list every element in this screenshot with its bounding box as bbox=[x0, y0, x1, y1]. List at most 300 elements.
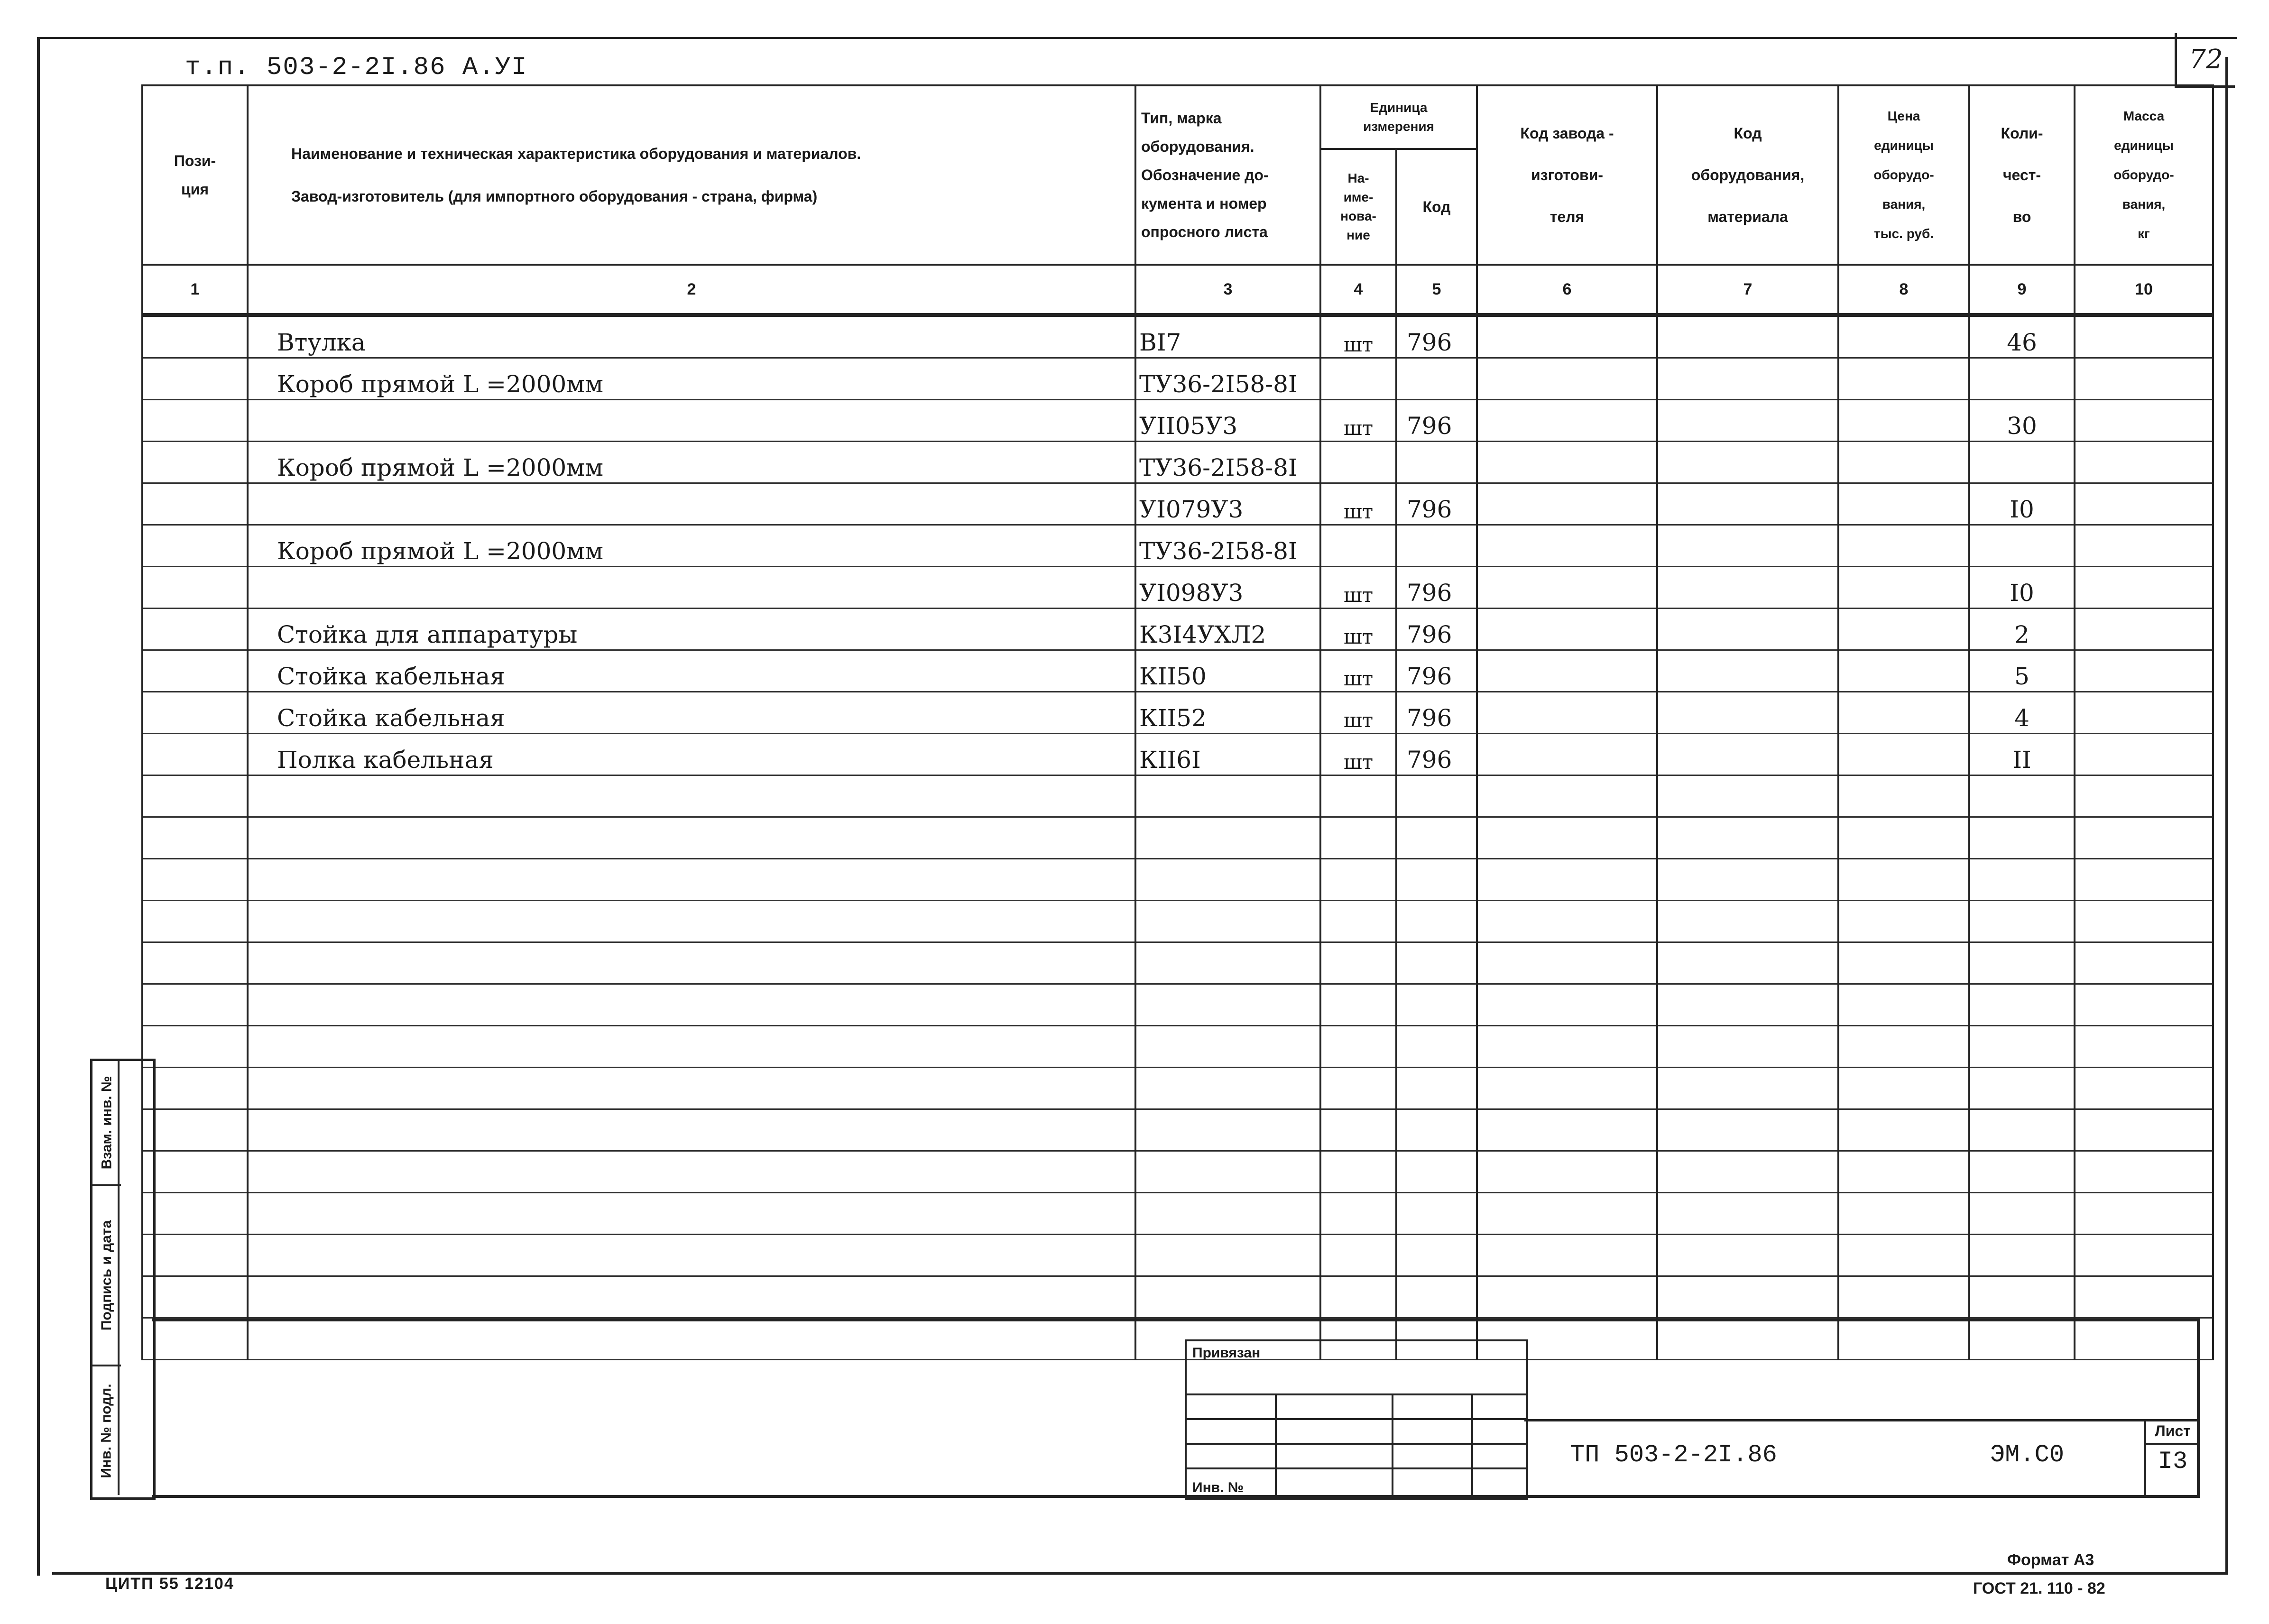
cell-unit-mass bbox=[2075, 692, 2213, 734]
cell-unit bbox=[1320, 1276, 1396, 1318]
header-plant-code: Код завода - изготови- теля bbox=[1477, 85, 1657, 265]
header-unit-name: На- име- нова- ние bbox=[1320, 149, 1396, 265]
cell-unit bbox=[1320, 1068, 1396, 1109]
cell-plant-code bbox=[1477, 400, 1657, 442]
cell-unit-price bbox=[1838, 942, 1969, 984]
cell-unit-code: 796 bbox=[1396, 609, 1477, 650]
side-stamp-divider bbox=[118, 1059, 120, 1495]
cell-unit-mass bbox=[2075, 984, 2213, 1026]
cell-quantity bbox=[1969, 1318, 2075, 1360]
cell-unit-mass bbox=[2075, 734, 2213, 775]
cell-equipment-code bbox=[1657, 817, 1838, 859]
cell-type bbox=[1135, 1068, 1320, 1109]
cell-unit-price bbox=[1838, 1235, 1969, 1276]
table-row bbox=[142, 942, 2213, 984]
cell-position bbox=[142, 650, 248, 692]
cell-unit: шт bbox=[1320, 609, 1396, 650]
cell-unit-code bbox=[1396, 859, 1477, 901]
header-unit-price: Цена единицы оборудо- вания, тыс. руб. bbox=[1838, 85, 1969, 265]
cell-plant-code bbox=[1477, 734, 1657, 775]
cell-unit-code: 796 bbox=[1396, 734, 1477, 775]
cell-name: Короб прямой L =2000мм bbox=[248, 358, 1135, 400]
cell-unit-code bbox=[1396, 901, 1477, 942]
cell-type: КII52 bbox=[1135, 692, 1320, 734]
side-stamp bbox=[90, 1059, 156, 1500]
cell-plant-code bbox=[1477, 1193, 1657, 1235]
document-reference: т.п. 503-2-2I.86 А.УI bbox=[185, 53, 528, 82]
table-row bbox=[142, 1235, 2213, 1276]
cell-equipment-code bbox=[1657, 400, 1838, 442]
cell-equipment-code bbox=[1657, 1318, 1838, 1360]
document-code: ТП 503-2-2I.86 bbox=[1570, 1441, 1777, 1469]
cell-unit-mass bbox=[2075, 1109, 2213, 1151]
cell-unit-price bbox=[1838, 609, 1969, 650]
cell-unit-mass bbox=[2075, 1235, 2213, 1276]
cell-quantity bbox=[1969, 1193, 2075, 1235]
table-row bbox=[142, 1318, 2213, 1360]
header-name: Наименование и техническая характеристика оборудования и материалов. Завод-изготовитель (для импортного оборудования - страна, фирма) bbox=[248, 85, 1135, 265]
cell-name: Втулка bbox=[248, 315, 1135, 358]
cell-unit-mass bbox=[2075, 1193, 2213, 1235]
cell-type: УII05У3 bbox=[1135, 400, 1320, 442]
cell-unit-price bbox=[1838, 1151, 1969, 1193]
cell-equipment-code bbox=[1657, 692, 1838, 734]
cell-name bbox=[248, 1276, 1135, 1318]
cell-unit-code bbox=[1396, 1235, 1477, 1276]
cell-plant-code bbox=[1477, 775, 1657, 817]
cell-unit-code: 796 bbox=[1396, 692, 1477, 734]
cell-unit-price bbox=[1838, 567, 1969, 609]
cell-position bbox=[142, 859, 248, 901]
table-row bbox=[142, 358, 2213, 400]
document-mark: ЭМ.С0 bbox=[1990, 1441, 2065, 1469]
cell-name bbox=[248, 1109, 1135, 1151]
cell-position bbox=[142, 609, 248, 650]
cell-type: К3I4УХЛ2 bbox=[1135, 609, 1320, 650]
specification-table bbox=[141, 84, 2214, 1360]
cell-unit-price bbox=[1838, 775, 1969, 817]
cell-position bbox=[142, 358, 248, 400]
cell-unit-price bbox=[1838, 817, 1969, 859]
cell-position bbox=[142, 315, 248, 358]
cell-plant-code bbox=[1477, 483, 1657, 525]
cell-unit-code bbox=[1396, 817, 1477, 859]
cell-unit-mass bbox=[2075, 650, 2213, 692]
cell-position bbox=[142, 1068, 248, 1109]
sheet-number: 72 bbox=[2175, 33, 2235, 88]
column-number: 4 bbox=[1320, 265, 1396, 315]
footer-format: Формат А3 bbox=[2007, 1551, 2094, 1569]
cell-quantity bbox=[1969, 1276, 2075, 1318]
cell-name: Стойка кабельная bbox=[248, 692, 1135, 734]
cell-unit bbox=[1320, 1109, 1396, 1151]
binding-grid-line bbox=[1392, 1393, 1393, 1498]
cell-quantity: 5 bbox=[1969, 650, 2075, 692]
table-row bbox=[142, 859, 2213, 901]
cell-unit-code bbox=[1396, 984, 1477, 1026]
cell-equipment-code bbox=[1657, 1193, 1838, 1235]
cell-equipment-code bbox=[1657, 525, 1838, 567]
cell-position bbox=[142, 400, 248, 442]
cell-unit-price bbox=[1838, 525, 1969, 567]
table-row bbox=[142, 650, 2213, 692]
table-row bbox=[142, 817, 2213, 859]
sheet-label: Лист bbox=[2146, 1419, 2199, 1445]
cell-unit-price bbox=[1838, 1276, 1969, 1318]
column-number: 5 bbox=[1396, 265, 1477, 315]
cell-plant-code bbox=[1477, 942, 1657, 984]
footer-catalog-number: ЦИТП 55 12104 bbox=[105, 1575, 234, 1593]
column-number: 10 bbox=[2075, 265, 2213, 315]
cell-unit-code bbox=[1396, 1151, 1477, 1193]
header-unit-mass: Масса единицы оборудо- вания, кг bbox=[2075, 85, 2213, 265]
table-row bbox=[142, 315, 2213, 358]
cell-unit-mass bbox=[2075, 483, 2213, 525]
cell-name: Короб прямой L =2000мм bbox=[248, 525, 1135, 567]
header-equipment-code: Код оборудования, материала bbox=[1657, 85, 1838, 265]
cell-quantity bbox=[1969, 1235, 2075, 1276]
cell-quantity: 46 bbox=[1969, 315, 2075, 358]
cell-quantity: II bbox=[1969, 734, 2075, 775]
cell-unit: шт bbox=[1320, 400, 1396, 442]
binding-stamp bbox=[1185, 1339, 1528, 1500]
cell-name bbox=[248, 1193, 1135, 1235]
cell-unit-code bbox=[1396, 525, 1477, 567]
cell-type: КII50 bbox=[1135, 650, 1320, 692]
cell-plant-code bbox=[1477, 1026, 1657, 1068]
cell-unit-mass bbox=[2075, 901, 2213, 942]
cell-unit-price bbox=[1838, 1109, 1969, 1151]
column-number: 3 bbox=[1135, 265, 1320, 315]
column-number: 8 bbox=[1838, 265, 1969, 315]
cell-type: ТУ36-2I58-8I bbox=[1135, 358, 1320, 400]
cell-position bbox=[142, 901, 248, 942]
cell-unit-price bbox=[1838, 358, 1969, 400]
cell-unit bbox=[1320, 1026, 1396, 1068]
cell-quantity bbox=[1969, 942, 2075, 984]
cell-unit-code bbox=[1396, 942, 1477, 984]
cell-unit-mass bbox=[2075, 567, 2213, 609]
table-row bbox=[142, 1193, 2213, 1235]
cell-plant-code bbox=[1477, 650, 1657, 692]
table-row bbox=[142, 442, 2213, 483]
cell-unit bbox=[1320, 1193, 1396, 1235]
cell-unit-code: 796 bbox=[1396, 567, 1477, 609]
cell-unit-code: 796 bbox=[1396, 650, 1477, 692]
cell-name bbox=[248, 817, 1135, 859]
binding-grid-line bbox=[1187, 1467, 1526, 1469]
sheet-value: I3 bbox=[2158, 1448, 2188, 1476]
cell-name bbox=[248, 859, 1135, 901]
cell-type bbox=[1135, 1151, 1320, 1193]
cell-name bbox=[248, 1318, 1135, 1360]
cell-type: УI079У3 bbox=[1135, 483, 1320, 525]
cell-unit-price bbox=[1838, 1193, 1969, 1235]
cell-unit-mass bbox=[2075, 358, 2213, 400]
cell-name bbox=[248, 775, 1135, 817]
cell-unit: шт bbox=[1320, 315, 1396, 358]
cell-type bbox=[1135, 1109, 1320, 1151]
cell-position bbox=[142, 1151, 248, 1193]
cell-unit-price bbox=[1838, 1026, 1969, 1068]
cell-plant-code bbox=[1477, 442, 1657, 483]
cell-equipment-code bbox=[1657, 442, 1838, 483]
cell-name bbox=[248, 1235, 1135, 1276]
cell-quantity bbox=[1969, 1109, 2075, 1151]
table-row bbox=[142, 1151, 2213, 1193]
cell-name bbox=[248, 1068, 1135, 1109]
cell-position bbox=[142, 483, 248, 525]
cell-unit-price bbox=[1838, 400, 1969, 442]
table-row bbox=[142, 400, 2213, 442]
cell-name bbox=[248, 567, 1135, 609]
cell-equipment-code bbox=[1657, 609, 1838, 650]
cell-quantity bbox=[1969, 859, 2075, 901]
cell-unit-code bbox=[1396, 1026, 1477, 1068]
cell-unit-mass bbox=[2075, 1151, 2213, 1193]
cell-type bbox=[1135, 942, 1320, 984]
cell-unit-mass bbox=[2075, 859, 2213, 901]
cell-unit-code: 796 bbox=[1396, 483, 1477, 525]
table-row bbox=[142, 483, 2213, 525]
cell-plant-code bbox=[1477, 1276, 1657, 1318]
cell-position bbox=[142, 1318, 248, 1360]
cell-plant-code bbox=[1477, 525, 1657, 567]
cell-plant-code bbox=[1477, 984, 1657, 1026]
cell-type bbox=[1135, 1026, 1320, 1068]
table-row bbox=[142, 901, 2213, 942]
cell-quantity bbox=[1969, 1068, 2075, 1109]
cell-equipment-code bbox=[1657, 1026, 1838, 1068]
cell-quantity bbox=[1969, 358, 2075, 400]
table-row bbox=[142, 1109, 2213, 1151]
cell-position bbox=[142, 984, 248, 1026]
header-position: Пози- ция bbox=[142, 85, 248, 265]
cell-type bbox=[1135, 1235, 1320, 1276]
cell-type bbox=[1135, 1276, 1320, 1318]
cell-unit-mass bbox=[2075, 442, 2213, 483]
binding-grid-line bbox=[1187, 1393, 1526, 1395]
cell-unit-code: 796 bbox=[1396, 315, 1477, 358]
cell-unit-price bbox=[1838, 483, 1969, 525]
cell-position bbox=[142, 1026, 248, 1068]
cell-quantity bbox=[1969, 525, 2075, 567]
cell-name: Стойка для аппаратуры bbox=[248, 609, 1135, 650]
binding-grid-line bbox=[1275, 1393, 1277, 1498]
title-block-top-line bbox=[152, 1319, 2200, 1321]
header-unit-code: Код bbox=[1396, 149, 1477, 265]
cell-quantity: I0 bbox=[1969, 483, 2075, 525]
cell-position bbox=[142, 942, 248, 984]
header-unit-group: Единица измерения bbox=[1320, 85, 1477, 149]
column-number: 6 bbox=[1477, 265, 1657, 315]
cell-plant-code bbox=[1477, 1235, 1657, 1276]
column-number: 1 bbox=[142, 265, 248, 315]
cell-name bbox=[248, 483, 1135, 525]
cell-type: ТУ36-2I58-8I bbox=[1135, 442, 1320, 483]
table-row bbox=[142, 775, 2213, 817]
cell-name bbox=[248, 984, 1135, 1026]
cell-unit-code bbox=[1396, 775, 1477, 817]
cell-position bbox=[142, 525, 248, 567]
cell-unit-price bbox=[1838, 859, 1969, 901]
inventory-label: Инв. № bbox=[1192, 1480, 1244, 1495]
cell-position bbox=[142, 1193, 248, 1235]
cell-unit-mass bbox=[2075, 942, 2213, 984]
cell-name: Стойка кабельная bbox=[248, 650, 1135, 692]
table-row bbox=[142, 692, 2213, 734]
side-stamp-sign-date: Подпись и дата bbox=[92, 1186, 121, 1366]
cell-plant-code bbox=[1477, 567, 1657, 609]
table-row bbox=[142, 567, 2213, 609]
cell-position bbox=[142, 567, 248, 609]
cell-unit-mass bbox=[2075, 817, 2213, 859]
cell-plant-code bbox=[1477, 1151, 1657, 1193]
cell-equipment-code bbox=[1657, 859, 1838, 901]
cell-type bbox=[1135, 901, 1320, 942]
cell-unit-mass bbox=[2075, 609, 2213, 650]
cell-unit-mass bbox=[2075, 1026, 2213, 1068]
cell-equipment-code bbox=[1657, 942, 1838, 984]
cell-equipment-code bbox=[1657, 650, 1838, 692]
table-row bbox=[142, 1276, 2213, 1318]
cell-plant-code bbox=[1477, 1109, 1657, 1151]
cell-equipment-code bbox=[1657, 315, 1838, 358]
cell-name: Полка кабельная bbox=[248, 734, 1135, 775]
cell-quantity bbox=[1969, 817, 2075, 859]
cell-equipment-code bbox=[1657, 775, 1838, 817]
cell-unit bbox=[1320, 525, 1396, 567]
cell-plant-code bbox=[1477, 817, 1657, 859]
footer-gost: ГОСТ 21. 110 - 82 bbox=[1973, 1579, 2105, 1597]
table-row bbox=[142, 525, 2213, 567]
cell-unit-price bbox=[1838, 734, 1969, 775]
cell-unit-price bbox=[1838, 315, 1969, 358]
sheet-frame-right bbox=[2225, 57, 2228, 1575]
cell-name: Короб прямой L =2000мм bbox=[248, 442, 1135, 483]
cell-unit-mass bbox=[2075, 1276, 2213, 1318]
cell-unit bbox=[1320, 901, 1396, 942]
cell-unit-price bbox=[1838, 1318, 1969, 1360]
cell-unit-code bbox=[1396, 1068, 1477, 1109]
binding-label: Привязан bbox=[1192, 1345, 1261, 1361]
cell-unit-code bbox=[1396, 1276, 1477, 1318]
cell-type bbox=[1135, 984, 1320, 1026]
cell-quantity: 2 bbox=[1969, 609, 2075, 650]
side-stamp-inv-orig: Инв. № подл. bbox=[99, 1384, 114, 1478]
cell-unit: шт bbox=[1320, 483, 1396, 525]
cell-unit-mass bbox=[2075, 400, 2213, 442]
table-row bbox=[142, 1068, 2213, 1109]
cell-unit: шт bbox=[1320, 567, 1396, 609]
cell-plant-code bbox=[1477, 358, 1657, 400]
cell-quantity bbox=[1969, 775, 2075, 817]
table-row bbox=[142, 609, 2213, 650]
cell-quantity bbox=[1969, 1026, 2075, 1068]
cell-unit: шт bbox=[1320, 650, 1396, 692]
cell-equipment-code bbox=[1657, 1235, 1838, 1276]
cell-quantity bbox=[1969, 442, 2075, 483]
cell-position bbox=[142, 442, 248, 483]
cell-position bbox=[142, 1235, 248, 1276]
cell-type: КII6I bbox=[1135, 734, 1320, 775]
cell-plant-code bbox=[1477, 901, 1657, 942]
cell-position bbox=[142, 775, 248, 817]
cell-unit-code bbox=[1396, 1109, 1477, 1151]
cell-quantity: 4 bbox=[1969, 692, 2075, 734]
cell-unit-mass bbox=[2075, 315, 2213, 358]
cell-quantity bbox=[1969, 984, 2075, 1026]
sheet-frame-bottom bbox=[52, 1572, 2227, 1575]
cell-quantity: I0 bbox=[1969, 567, 2075, 609]
cell-quantity bbox=[1969, 901, 2075, 942]
cell-unit: шт bbox=[1320, 692, 1396, 734]
cell-type: ВI7 bbox=[1135, 315, 1320, 358]
cell-type: ТУ36-2I58-8I bbox=[1135, 525, 1320, 567]
cell-unit-code: 796 bbox=[1396, 400, 1477, 442]
title-block-divider bbox=[1524, 1419, 2200, 1421]
cell-unit-price bbox=[1838, 442, 1969, 483]
cell-unit-code bbox=[1396, 442, 1477, 483]
table-row bbox=[142, 1026, 2213, 1068]
cell-name bbox=[248, 1151, 1135, 1193]
cell-unit-mass bbox=[2075, 525, 2213, 567]
cell-equipment-code bbox=[1657, 1276, 1838, 1318]
cell-position bbox=[142, 817, 248, 859]
column-number: 2 bbox=[248, 265, 1135, 315]
cell-equipment-code bbox=[1657, 483, 1838, 525]
cell-unit bbox=[1320, 859, 1396, 901]
cell-type bbox=[1135, 1193, 1320, 1235]
cell-type: УI098У3 bbox=[1135, 567, 1320, 609]
cell-position bbox=[142, 692, 248, 734]
binding-grid-line bbox=[1471, 1393, 1473, 1498]
cell-unit-price bbox=[1838, 901, 1969, 942]
table-row bbox=[142, 984, 2213, 1026]
cell-unit bbox=[1320, 1151, 1396, 1193]
cell-unit-mass bbox=[2075, 775, 2213, 817]
cell-equipment-code bbox=[1657, 1109, 1838, 1151]
cell-type bbox=[1135, 859, 1320, 901]
cell-equipment-code bbox=[1657, 984, 1838, 1026]
cell-plant-code bbox=[1477, 609, 1657, 650]
cell-position bbox=[142, 1109, 248, 1151]
cell-equipment-code bbox=[1657, 1151, 1838, 1193]
cell-name bbox=[248, 942, 1135, 984]
cell-unit-price bbox=[1838, 692, 1969, 734]
binding-grid-line bbox=[1187, 1418, 1526, 1420]
cell-equipment-code bbox=[1657, 358, 1838, 400]
cell-equipment-code bbox=[1657, 567, 1838, 609]
cell-unit-code bbox=[1396, 1193, 1477, 1235]
title-block-bottom-line bbox=[152, 1495, 2200, 1498]
table-row bbox=[142, 734, 2213, 775]
cell-position bbox=[142, 734, 248, 775]
cell-unit-code bbox=[1396, 358, 1477, 400]
cell-unit-mass bbox=[2075, 1318, 2213, 1360]
header-type: Тип, марка оборудования. Обозначение до- кумента и номер опросного листа bbox=[1135, 85, 1320, 265]
side-stamp-inv-subst: Взам. инв. № bbox=[92, 1061, 121, 1186]
cell-position bbox=[142, 1276, 248, 1318]
cell-equipment-code bbox=[1657, 734, 1838, 775]
cell-name bbox=[248, 901, 1135, 942]
cell-unit bbox=[1320, 942, 1396, 984]
cell-equipment-code bbox=[1657, 1068, 1838, 1109]
cell-unit bbox=[1320, 984, 1396, 1026]
cell-name bbox=[248, 1026, 1135, 1068]
cell-quantity bbox=[1969, 1151, 2075, 1193]
cell-equipment-code bbox=[1657, 901, 1838, 942]
